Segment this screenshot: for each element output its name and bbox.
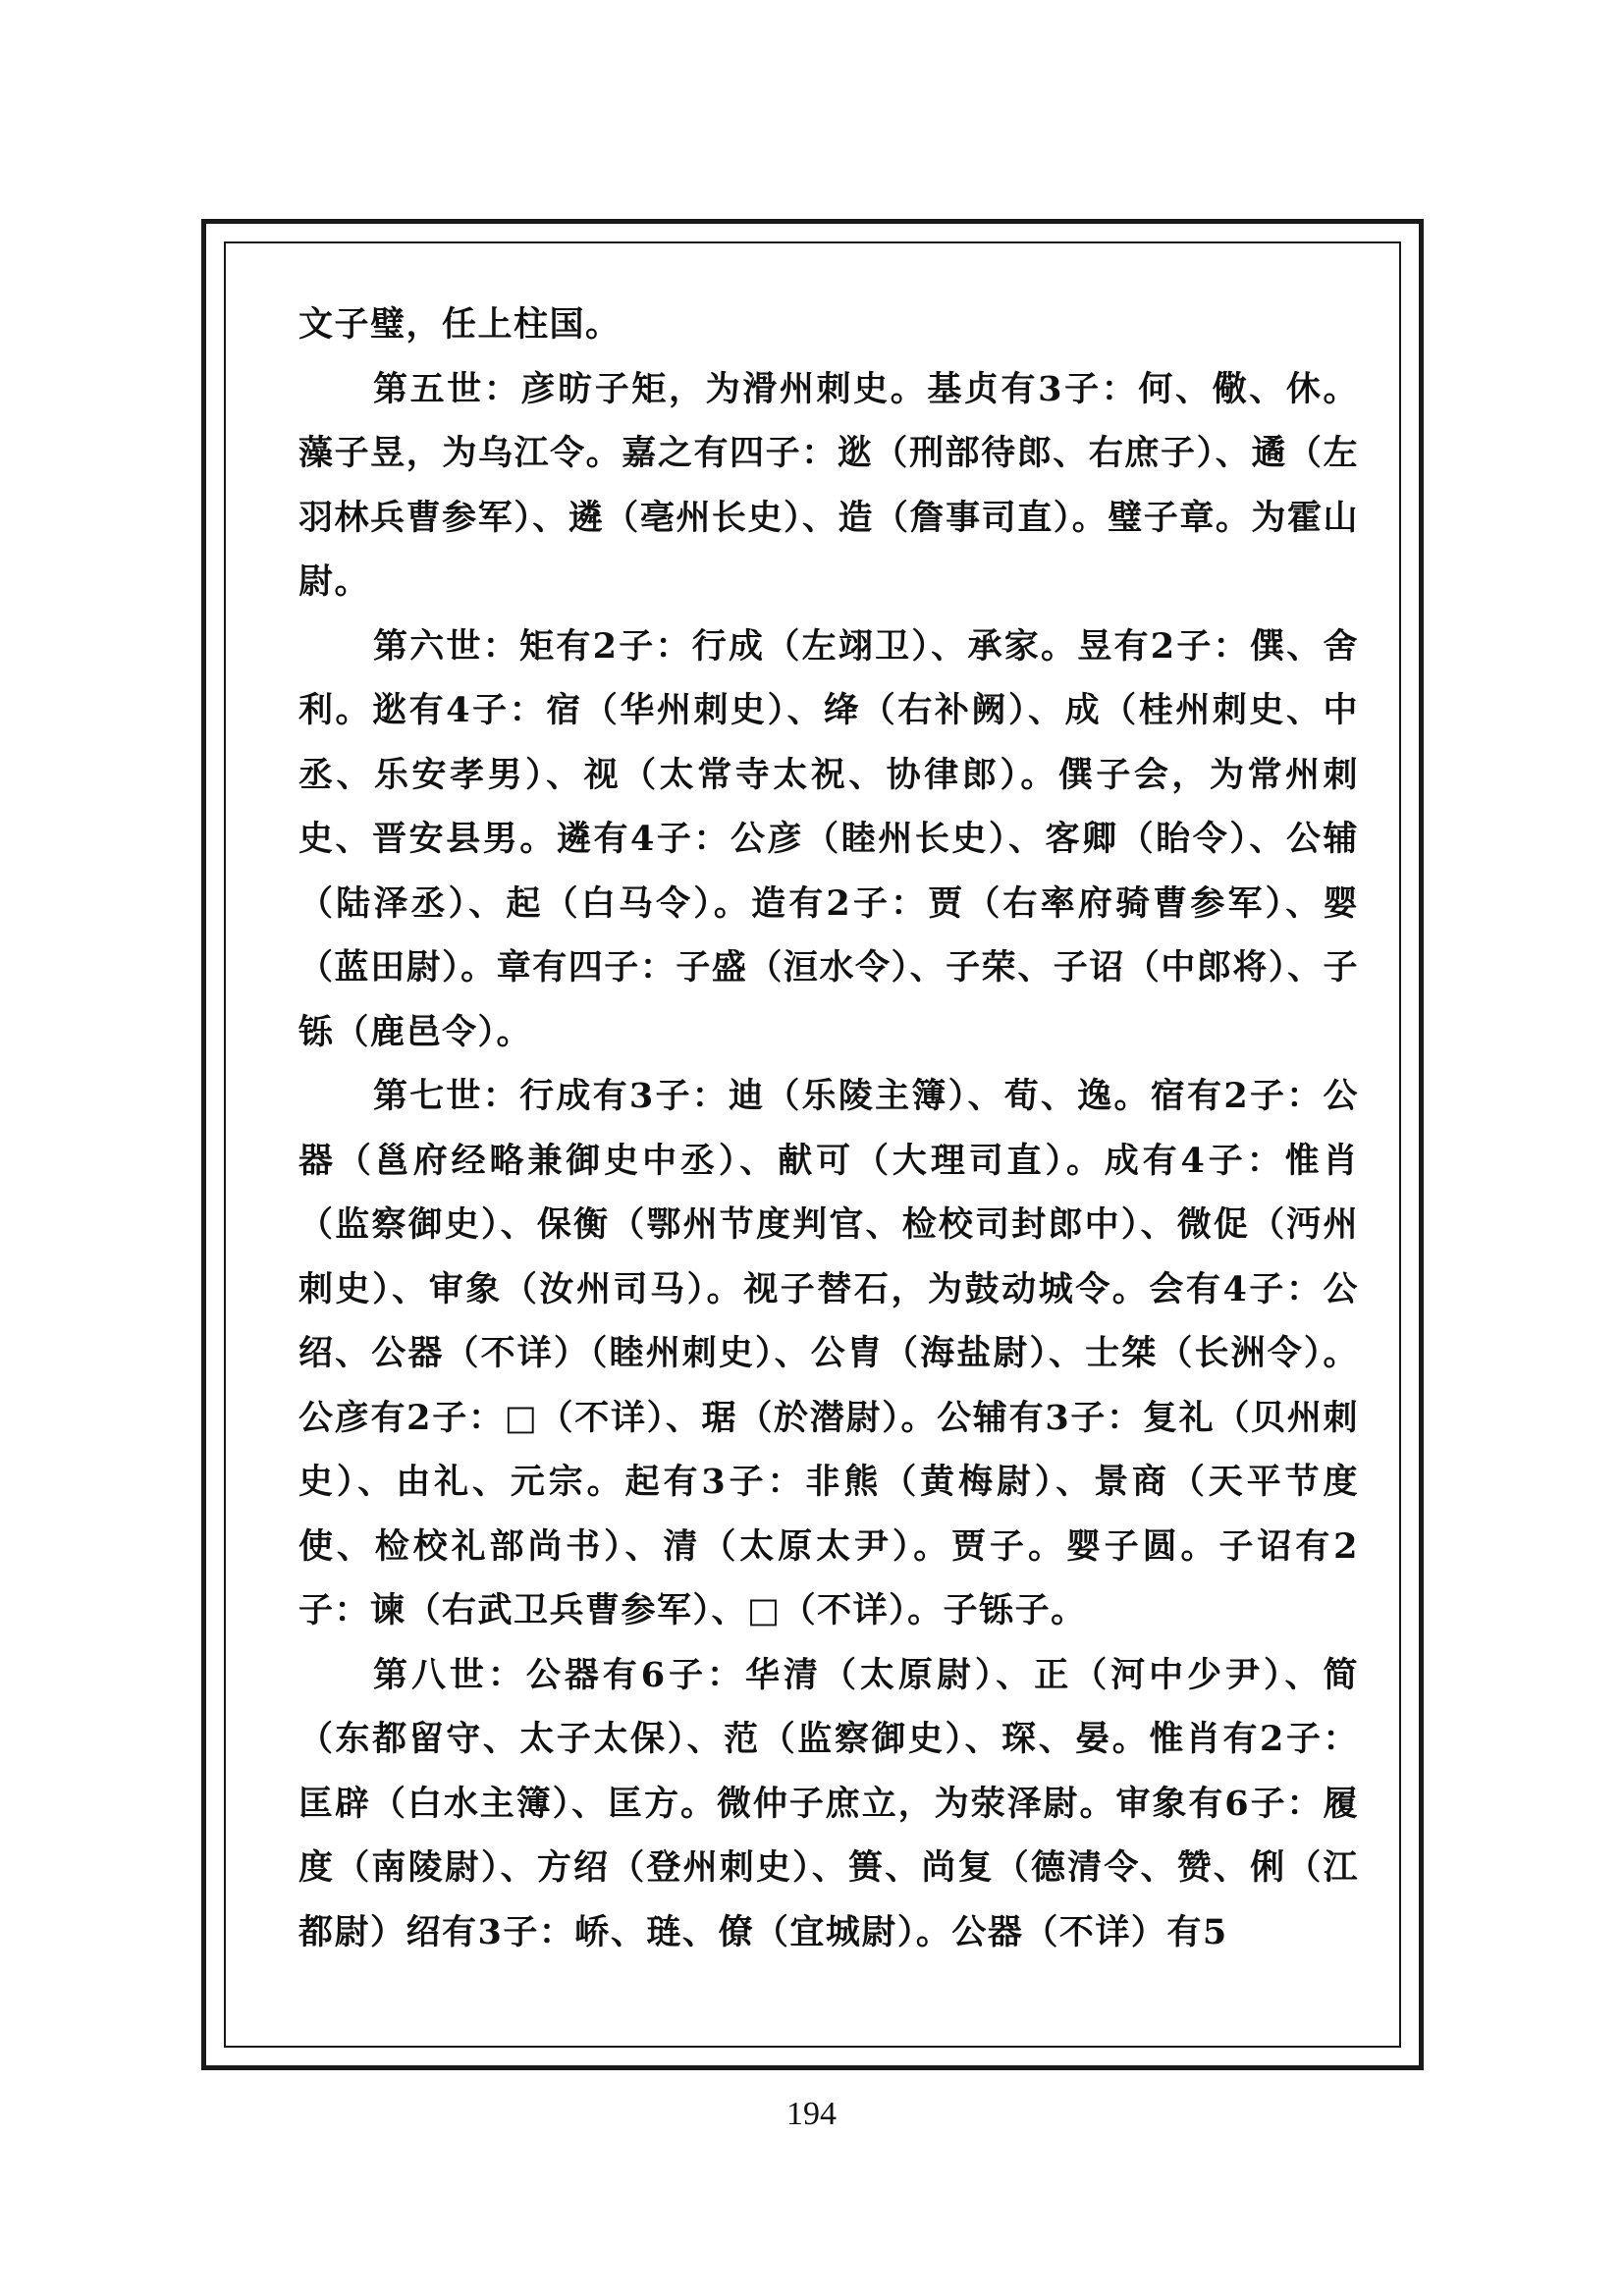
paragraph-seventh-generation: 第七世：行成有3子：迪（乐陵主簿）、荀、逸。宿有2子：公器（邕府经略兼御史中丞）、献可（大理司直）。成有4子：惟肖（监察御史）、保衡（鄂州节度判官、检校司封郎中）、微促（沔州刺史）、审象（汝州司马）。视子替石，为鼓动城令。会有4子：公绍、公器（不详）（睦州刺史）、公胄（海盐尉）、士桀（长洲令）。公彦有2子：□（不详）、琚（於潜尉）。公辅有3子：复礼（贝州刺史）、由礼、元宗。起有3子：非熊（黄梅尉）、景商（天平节度使、检校礼部尚书）、清（太原太尹）。贾子。婴子圆。子诏有2子：谏（右武卫兵曹参军）、□（不详）。子铄子。 [298,1076,1359,1630]
page-border-outer [201,219,1424,2070]
paragraph-eighth-generation: 第八世：公器有6子：华清（太原尉）、正（河中少尹）、简（东都留守、太子太保）、范（监察御史）、琛、晏。惟肖有2子：匡辟（白水主簿）、匡方。微仲子庶立，为荥泽尉。审象有6子：履度（南陵尉）、方绍（登州刺史）、篑、尚复（德清令、赞、俐（江都尉）绍有3子：峤、琏、僚（宜城尉）。公器（不详）有5 [298,1654,1359,1952]
paragraph-sixth-generation: 第六世：矩有2子：行成（左翊卫）、承家。昱有2子：僎、舍利。逖有4子：宿（华州刺史）、绛（右补阙）、成（桂州刺史、中丞、乐安孝男）、视（太常寺太祝、协律郎）。僎子会，为常州刺史、晋安县男。遴有4子：公彦（睦州长史）、客卿（眙令）、公辅（陆泽丞）、起（白马令）。造有2子：贾（右率府骑曹参军）、婴（蓝田尉）。章有四子：子盛（洹水令）、子荣、子诏（中郎将）、子铄（鹿邑令）。 [298,625,1359,1052]
genealogy-text-block [298,293,1359,1964]
paragraph-fifth-generation: 第五世：彦昉子矩，为滑州刺史。基贞有3子：何、儆、休。藻子昱，为乌江令。嘉之有四子：逖（刑部待郎、右庶子）、遹（左羽林兵曹参军）、遴（亳州长史）、造（詹事司直）。璧子章。为霍山尉。 [298,368,1359,602]
page-border-inner [224,241,1401,2048]
paragraph-continuation: 文子璧，任上柱国。 [298,304,622,345]
page-number: 194 [786,2096,837,2132]
